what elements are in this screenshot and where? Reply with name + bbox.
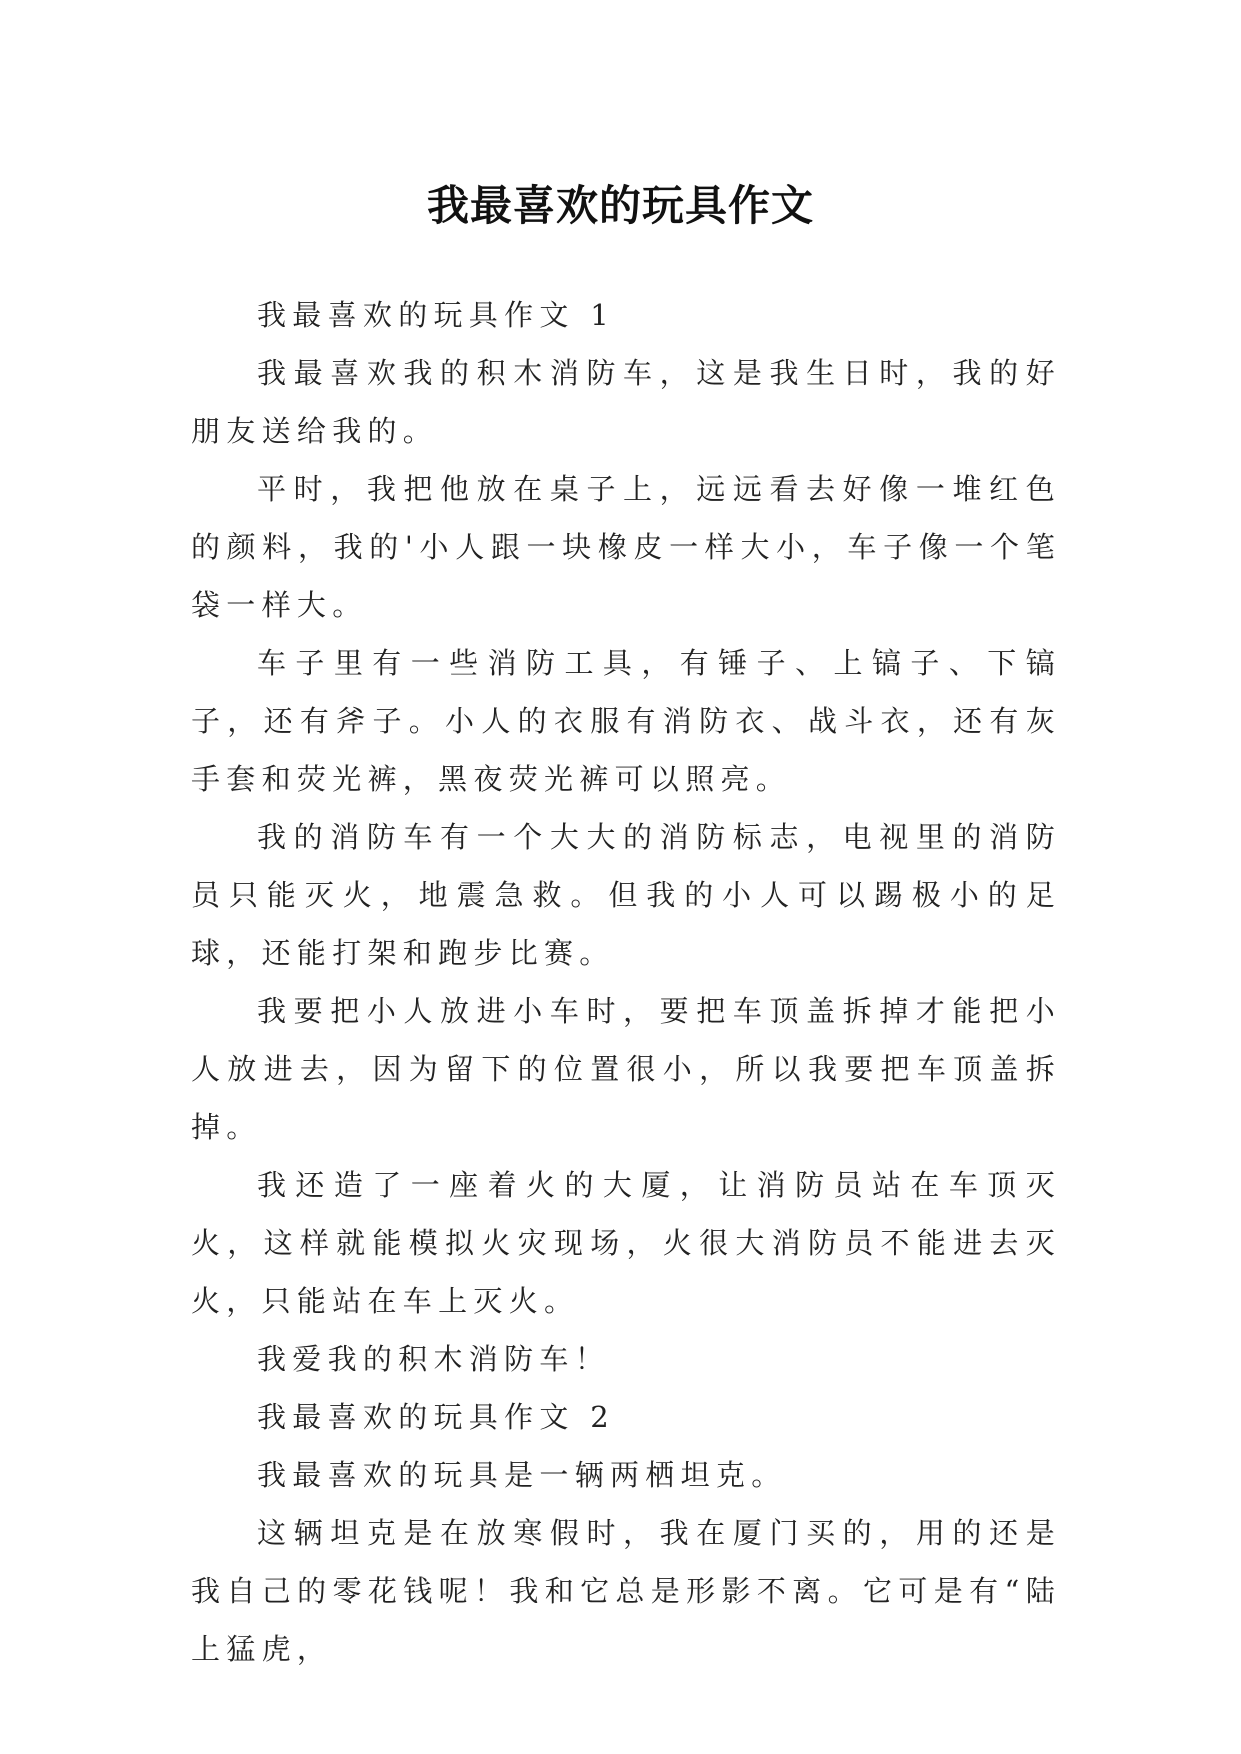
document-body (191, 286, 1061, 1678)
paragraph: 平时，我把他放在桌子上，远远看去好像一堆红色的颜料，我的'小人跟一块橡皮一样大小，车子像一个笔袋一样大。 (191, 472, 1061, 622)
section-heading-1: 我最喜欢的玩具作文 1 (257, 298, 615, 332)
paragraph: 我要把小人放进小车时，要把车顶盖拆掉才能把小人放进去，因为留下的位置很小，所以我要把车顶盖拆掉。 (191, 994, 1061, 1144)
paragraph: 我爱我的积木消防车！ (257, 1342, 611, 1376)
paragraph: 我最喜欢我的积木消防车，这是我生日时，我的好朋友送给我的。 (191, 356, 1061, 448)
paragraph: 我最喜欢的玩具是一辆两栖坦克。 (257, 1458, 787, 1492)
paragraph: 这辆坦克是在放寒假时，我在厦门买的，用的还是我自己的零花钱呢！我和它总是形影不离。它可是有“陆上猛虎， (191, 1516, 1061, 1666)
paragraph: 车子里有一些消防工具，有锤子、上镐子、下镐子，还有斧子。小人的衣服有消防衣、战斗衣，还有灰手套和荧光裤，黑夜荧光裤可以照亮。 (191, 646, 1061, 796)
paragraph: 我还造了一座着火的大厦，让消防员站在车顶灭火，这样就能模拟火灾现场，火很大消防员不能进去灭火，只能站在车上灭火。 (191, 1168, 1061, 1318)
document-title: 我最喜欢的玩具作文 (426, 181, 814, 231)
section-heading-2: 我最喜欢的玩具作文 2 (257, 1400, 615, 1434)
paragraph: 我的消防车有一个大大的消防标志，电视里的消防员只能灭火，地震急救。但我的小人可以踢极小的足球，还能打架和跑步比赛。 (191, 820, 1061, 970)
